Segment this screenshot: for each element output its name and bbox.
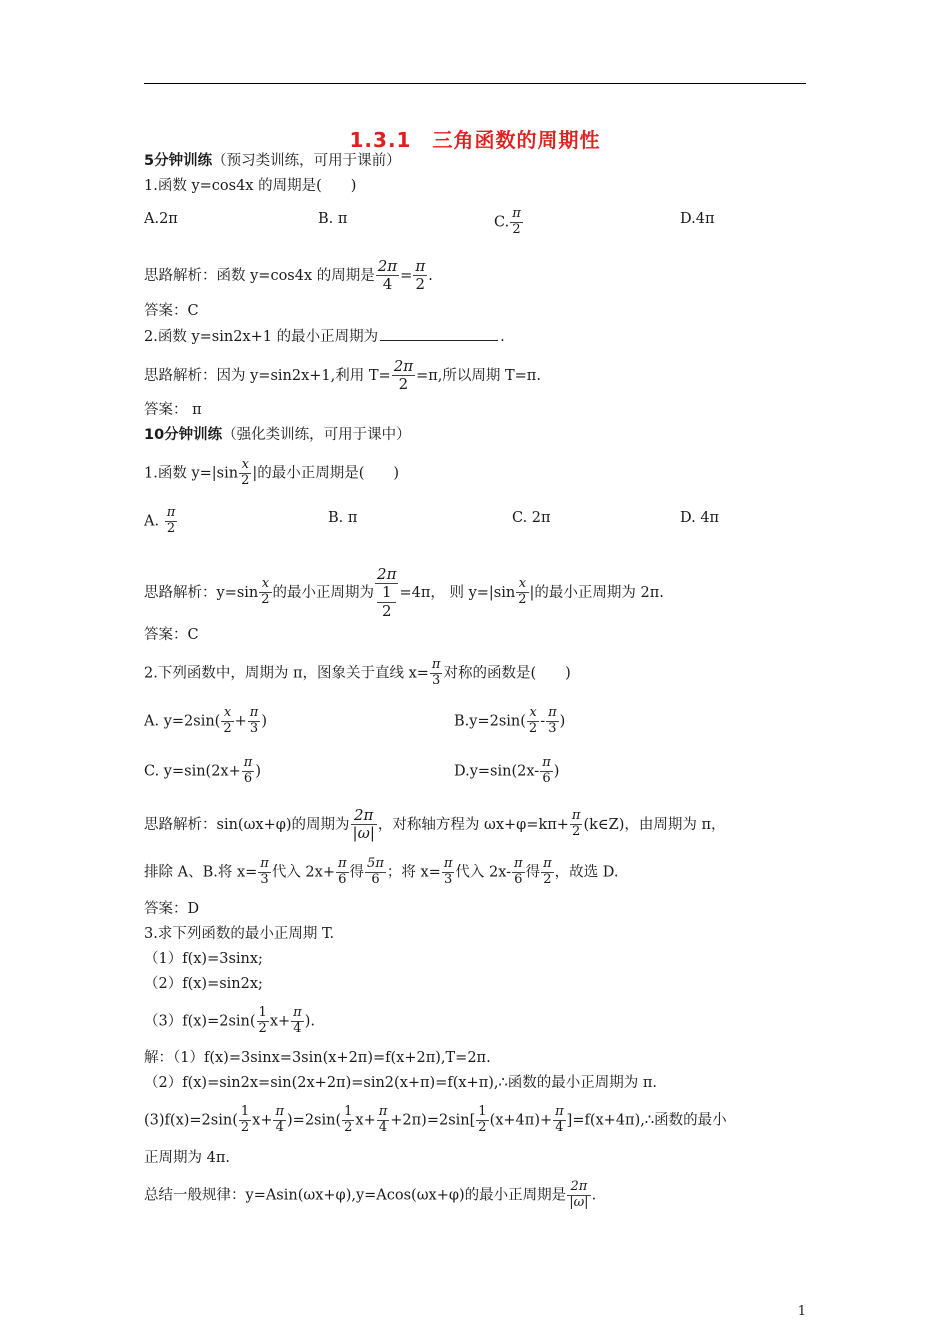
fraction: $\frac{x}{2}$ bbox=[261, 576, 270, 608]
q4-solution-line1: 思路解析：sin(ωx+φ)的周期为 $\frac{2\pi}{|\omega|}$ ，对称轴方程为 ωx+φ=kπ+ $\frac{\pi}{2}$ (k∈Z)，由周期为 π， bbox=[144, 806, 726, 843]
fraction: $\frac{\pi}{3}$ bbox=[260, 856, 269, 887]
fraction: $\frac{x}{2}$ bbox=[241, 457, 250, 488]
q3-stem: 1.函数 y=|sin $\frac{x}{2}$ |的最小正周期是( ) bbox=[144, 457, 400, 488]
fraction: $\frac{2\pi}{2}$ bbox=[393, 357, 414, 394]
q5-solution-1: 解：（1）f(x)=3sinx=3sin(x+2π)=f(x+2π),T=2π. bbox=[144, 1050, 491, 1066]
fraction: $\frac{\pi}{4}$ bbox=[293, 1005, 302, 1036]
fraction: $\frac{1}{2}$ bbox=[258, 1005, 267, 1036]
fraction: $\frac{\pi}{2}$ bbox=[166, 505, 176, 536]
option-letter: C. bbox=[494, 214, 510, 231]
fraction: $\frac{\pi}{4}$ bbox=[378, 1104, 388, 1135]
q1-option-d: D.4π bbox=[680, 211, 715, 227]
fraction: $\frac{x}{2}$ bbox=[223, 705, 232, 736]
q4-option-c: C. y=sin(2x+ $\frac{\pi}{6}$ ) bbox=[144, 755, 261, 786]
section-note: （强化类训练，可用于课中） bbox=[222, 427, 411, 443]
fraction: $\frac{2\pi}{|\omega|}$ bbox=[352, 806, 375, 843]
q3-option-a: A. $\frac{\pi}{2}$ bbox=[144, 505, 176, 536]
q3-solution: 思路解析：y=sin $\frac{x}{2}$ 的最小正周期为 2π 1 2 =4π， 则 y=|sin $\frac{x}{2}$ |的最小正周期为 2π. bbox=[144, 565, 664, 620]
fraction: $\frac{\pi}{6}$ bbox=[542, 755, 551, 786]
q2-solution: 思路解析：因为 y=sin2x+1,利用 T= $\frac{2\pi}{2}$ =π,所以周期 T=π. bbox=[144, 357, 541, 394]
fraction: $\frac{2\pi}{4}$ bbox=[377, 257, 398, 294]
fraction: $\frac{x}{2}$ bbox=[518, 576, 527, 608]
q5-item-1: （1）f(x)=3sinx; bbox=[144, 951, 263, 967]
q3-option-c: C. 2π bbox=[512, 510, 551, 526]
q5-item-3: （3）f(x)=2sin( $\frac{1}{2}$ x+ $\frac{\pi}{4}$ ). bbox=[144, 1005, 315, 1036]
fraction: $\frac{\pi}{2}$ bbox=[571, 808, 581, 840]
fraction: $\frac{1}{2}$ bbox=[240, 1104, 250, 1135]
q2-stem: 2.函数 y=sin2x+1 的最小正周期为 . bbox=[144, 329, 505, 345]
q1-option-a: A.2π bbox=[144, 211, 178, 227]
q4-solution-line2: 排除 A、B.将 x= $\frac{\pi}{3}$ 代入 2x+ $\frac{\pi}{6}$ 得 $\frac{5\pi}{6}$ ；将 x= $\frac{\pi}{3}$ 代入 2x- $\frac{\pi}{6}$ 得 $\frac{\pi}{2}$ ，故选 D. bbox=[144, 856, 619, 887]
q1-option-c bbox=[494, 207, 524, 238]
q5-summary: 总结一般规律：y=Asin(ωx+φ),y=Acos(ωx+φ)的最小正周期是 $\frac{2\pi}{|\omega|}$ . bbox=[144, 1179, 597, 1210]
fraction: $\frac{\pi}{3}$ bbox=[548, 705, 557, 736]
q5-item-2: （2）f(x)=sin2x; bbox=[144, 976, 263, 992]
q3-option-d: D. 4π bbox=[680, 510, 720, 526]
q1-stem: 1.函数 y=cos4x 的周期是( ) bbox=[144, 178, 357, 194]
fraction: $\frac{\pi}{2}$ bbox=[512, 206, 521, 237]
q3-answer: 答案：C bbox=[144, 627, 199, 643]
q2-answer: 答案： π bbox=[144, 402, 202, 418]
q5-solution-2: （2）f(x)=sin2x=sin(2x+2π)=sin2(x+π)=f(x+π),∴函数的最小正周期为 π. bbox=[144, 1075, 657, 1091]
section-heading-10min bbox=[144, 424, 411, 446]
fraction: $\frac{x}{2}$ bbox=[528, 705, 538, 736]
q5-stem: 3.求下列函数的最小正周期 T. bbox=[144, 926, 335, 942]
header-rule bbox=[144, 83, 806, 84]
fraction: $\frac{2\pi}{|\omega|}$ bbox=[569, 1179, 589, 1210]
page-number: 1 bbox=[797, 1304, 806, 1319]
section-heading-5min bbox=[144, 150, 401, 172]
section-label: 10分钟训练 bbox=[144, 427, 223, 443]
answer-blank[interactable] bbox=[380, 328, 498, 341]
complex-fraction: 2π 1 2 bbox=[377, 565, 397, 620]
q1-solution: 思路解析：函数 y=cos4x 的周期是 $\frac{2\pi}{4}$ = $\frac{\pi}{2}$ . bbox=[144, 257, 433, 294]
fraction: $\frac{\pi}{4}$ bbox=[555, 1104, 564, 1135]
fraction: $\frac{\pi}{3}$ bbox=[431, 657, 441, 688]
q5-solution-3: (3)f(x)=2sin( $\frac{1}{2}$ x+ $\frac{\pi}{4}$ )=2sin( $\frac{1}{2}$ x+ $\frac{\pi}{4}$ +2π)=2sin[ $\frac{1}{2}$ (x+4π)+ $\frac{\pi}{4}$ ]=f(x+4π),∴函数的最小 bbox=[144, 1104, 727, 1135]
q4-answer: 答案：D bbox=[144, 901, 200, 917]
fraction: $\frac{\pi}{6}$ bbox=[514, 856, 523, 887]
fraction: $\frac{1}{2}$ bbox=[478, 1104, 487, 1135]
fraction: $\frac{1}{2}$ bbox=[344, 1104, 353, 1135]
fraction: $\frac{\pi}{2}$ bbox=[415, 257, 426, 294]
q5-solution-3-cont: 正周期为 4π. bbox=[144, 1150, 230, 1166]
q3-option-b: B. π bbox=[328, 510, 358, 526]
fraction: $\frac{\pi}{2}$ bbox=[543, 856, 552, 887]
fraction: $\frac{\pi}{4}$ bbox=[275, 1104, 285, 1135]
fraction: $\frac{\pi}{3}$ bbox=[249, 705, 259, 736]
q4-option-a: A. y=2sin( $\frac{x}{2}$ + $\frac{\pi}{3}$ ) bbox=[144, 705, 267, 736]
q4-stem: 2.下列函数中，周期为 π，图象关于直线 x= $\frac{\pi}{3}$ 对称的函数是( ) bbox=[144, 657, 571, 688]
section-note: （预习类训练，可用于课前） bbox=[212, 153, 401, 169]
fraction: $\frac{\pi}{6}$ bbox=[338, 856, 347, 887]
q4-option-d: D.y=sin(2x- $\frac{\pi}{6}$ ) bbox=[454, 755, 560, 786]
fraction: $\frac{5\pi}{6}$ bbox=[367, 856, 384, 887]
fraction: $\frac{\pi}{3}$ bbox=[443, 856, 453, 887]
page-title: 1.3.1 三角函数的周期性 bbox=[349, 128, 601, 152]
q1-option-b: B. π bbox=[318, 211, 348, 227]
fraction: $\frac{\pi}{6}$ bbox=[243, 755, 253, 786]
section-label: 5分钟训练 bbox=[144, 153, 213, 169]
q4-option-b: B.y=2sin( $\frac{x}{2}$ - $\frac{\pi}{3}$ ) bbox=[454, 705, 566, 736]
q1-answer: 答案：C bbox=[144, 303, 199, 319]
